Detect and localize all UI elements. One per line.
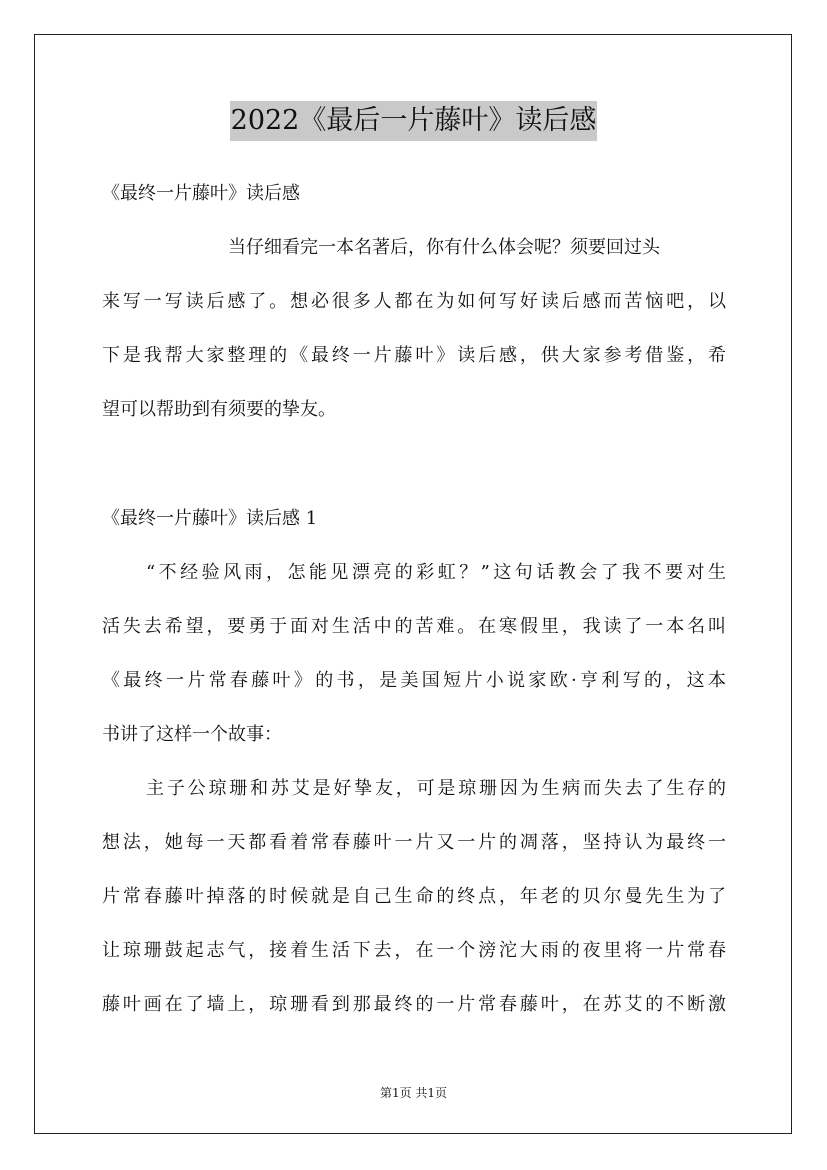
document-title: 2022《最后一片藤叶》读后感 [230, 101, 598, 141]
intro-line: 下是我帮大家整理的《最终一片藤叶》读后感，供大家参考借鉴，希 [102, 345, 726, 366]
paragraph-line: 藤叶画在了墙上，琼珊看到那最终的一片常春藤叶，在苏艾的不断激 [102, 994, 726, 1015]
paragraph-line: 书讲了这样一个故事： [102, 724, 282, 745]
paragraph-line: 片常春藤叶掉落的时候就是自己生命的终点，年老的贝尔曼先生为了 [102, 886, 726, 907]
paragraph-line: 《最终一片常春藤叶》的书，是美国短片小说家欧·亨利写的，这本 [102, 670, 726, 691]
intro-line: 来写一写读后感了。想必很多人都在为如何写好读后感而苦恼吧，以 [102, 291, 726, 312]
paragraph-line: 活失去希望，要勇于面对生活中的苦难。在寒假里，我读了一本名叫 [102, 616, 726, 637]
title-container [0, 101, 827, 141]
intro-line: 望可以帮助到有须要的挚友。 [102, 399, 336, 420]
paragraph-line: “不经验风雨，怎能见漂亮的彩虹？”这句话教会了我不要对生 [146, 562, 726, 583]
intro-line: 当仔细看完一本名著后，你有什么体会呢？须要回过头 [228, 237, 660, 258]
paragraph-line: 主子公琼珊和苏艾是好挚友，可是琼珊因为生病而失去了生存的 [146, 778, 726, 799]
section-heading: 《最终一片藤叶》读后感 1 [102, 508, 318, 529]
paragraph-line: 让琼珊鼓起志气，接着生活下去，在一个滂沱大雨的夜里将一片常春 [102, 940, 726, 961]
paragraph-line: 想法，她每一天都看着常春藤叶一片又一片的凋落，坚持认为最终一 [102, 832, 726, 853]
document-subtitle: 《最终一片藤叶》读后感 [102, 183, 300, 204]
page-footer: 第1页 共1页 [379, 1086, 448, 1100]
